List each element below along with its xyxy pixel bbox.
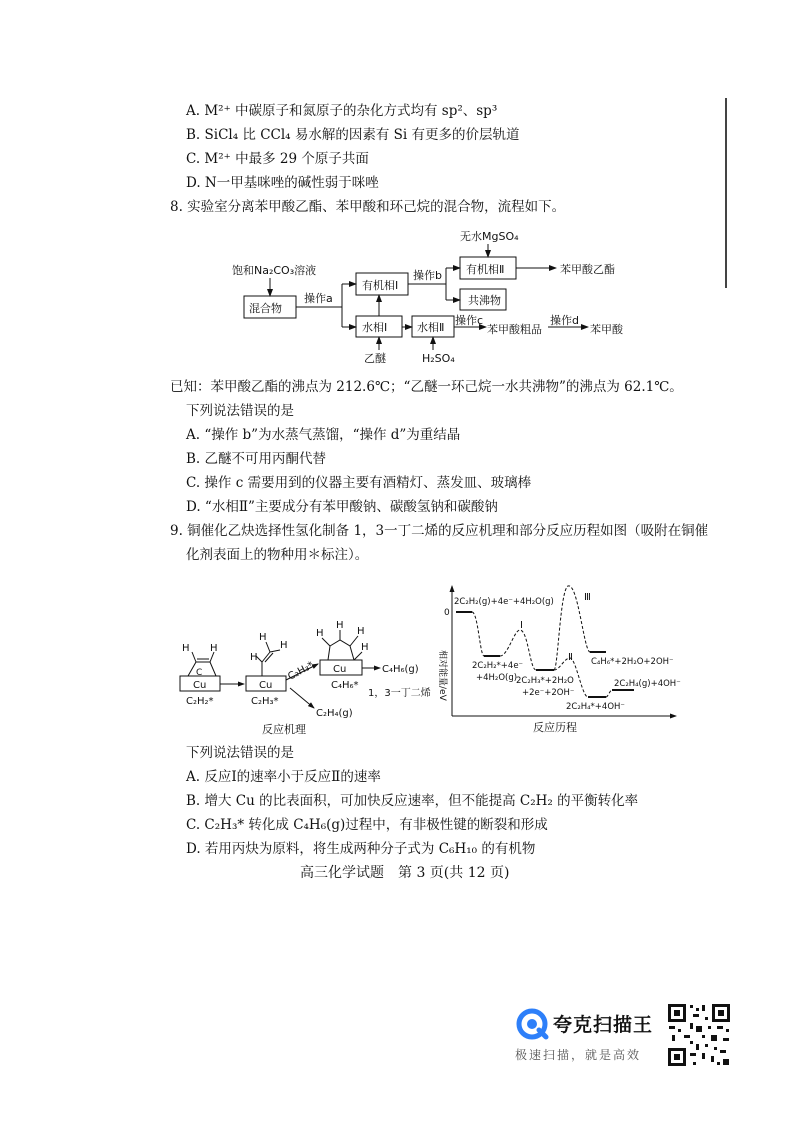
energy-s2a: 2C₂H₃*+2H₂O — [516, 676, 574, 686]
q9-stem-line1: 9. 铜催化乙炔选择性氢化制备 1，3一丁二烯的反应机理和部分反应历程如图（吸附在铜催 — [170, 523, 709, 539]
q9-option-a: A. 反应Ⅰ的速率小于反应Ⅱ的速率 — [186, 769, 381, 785]
energy-r3: Ⅲ — [584, 592, 591, 603]
energy-s2b: +2e⁻+2OH⁻ — [522, 688, 575, 698]
svg-text:H: H — [210, 643, 218, 654]
energy-r1: Ⅰ — [520, 620, 523, 631]
mech-prod2: C₂H₄(g) — [316, 708, 353, 719]
svg-text:H: H — [336, 620, 344, 631]
energy-s5: 2C₂H₄(g)+4OH⁻ — [614, 679, 681, 689]
q9-option-b: B. 增大 Cu 的比表面积，可加快反应速率，但不能提高 C₂H₂ 的平衡转化率 — [186, 793, 639, 809]
energy-s4: 2C₂H₄*+4OH⁻ — [566, 702, 625, 712]
flow-org1: 有机相Ⅰ — [362, 279, 399, 292]
qr-code-icon — [666, 1002, 732, 1068]
energy-s1b: +4H₂O(g) — [476, 673, 518, 683]
flow-aq1: 水相Ⅰ — [362, 321, 388, 334]
flow-ether: 乙醚 — [364, 352, 386, 365]
flow-h2so4: H₂SO₄ — [422, 352, 455, 365]
q9-stem-line2: 化剂表面上的物种用＊标注）。 — [186, 547, 369, 563]
mech-c2h3-arrow: C₂H₃* — [286, 660, 316, 683]
flow-org2: 有机相Ⅱ — [466, 263, 505, 276]
brand-title: 夸克扫描王 — [553, 1014, 654, 1036]
flow-na2co3: 饱和Na₂CO₃溶液 — [232, 264, 317, 277]
q9-ask: 下列说法错误的是 — [186, 745, 294, 761]
energy-ylabel: 相对能量/eV — [437, 650, 447, 701]
flow-mgso4: 无水MgSO₄ — [460, 230, 519, 243]
q7-option-b: B. SiCl₄ 比 CCl₄ 易水解的因素有 Si 有更多的价层轨道 — [186, 127, 520, 143]
mech-prod1-name: 1，3一丁二烯 — [368, 688, 431, 699]
cu-label-2: Cu — [259, 680, 273, 691]
svg-text:H: H — [361, 642, 369, 653]
brand-subtitle: 极速扫描，就是高效 — [515, 1048, 642, 1062]
flow-ester: 苯甲酸乙酯 — [560, 263, 615, 276]
flow-acid: 苯甲酸 — [590, 323, 623, 336]
flow-op-a: 操作a — [304, 292, 333, 305]
mech-c2h2: C₂H₂* — [186, 696, 214, 707]
q7-option-c: C. M²⁺ 中最多 29 个原子共面 — [186, 151, 369, 167]
q8-option-c: C. 操作 c 需要用到的仪器主要有酒精灯、蒸发皿、玻璃棒 — [186, 475, 532, 491]
q8-known: 已知：苯甲酸乙酯的沸点为 212.6℃；“乙醚一环己烷一水共沸物”的沸点为 62.1℃。 — [170, 379, 683, 395]
svg-text:H: H — [259, 632, 267, 643]
q7-option-d: D. N一甲基咪唑的碱性弱于咪唑 — [186, 175, 379, 191]
energy-s1a: 2C₂H₂*+4e⁻ — [472, 661, 524, 671]
svg-text:H: H — [316, 628, 324, 639]
q8-ask: 下列说法错误的是 — [186, 403, 294, 419]
flow-mixture: 混合物 — [249, 302, 282, 315]
q8-option-d: D. “水相Ⅱ”主要成分有苯甲酸钠、碳酸氢钠和碳酸钠 — [186, 499, 498, 515]
svg-text:H: H — [357, 626, 365, 637]
path-adsorb — [472, 612, 484, 656]
svg-text:H: H — [280, 640, 288, 651]
svg-text:H: H — [250, 652, 258, 663]
energy-s0: 2C₂H₂(g)+4e⁻+4H₂O(g) — [454, 597, 554, 607]
flow-op-c: 操作c — [455, 314, 484, 327]
svg-text:C: C — [196, 668, 203, 678]
q8-stem: 8. 实验室分离苯甲酸乙酯、苯甲酸和环己烷的混合物，流程如下。 — [170, 199, 566, 215]
svg-text:H: H — [182, 643, 190, 654]
energy-s3: C₄H₆*+2H₂O+2OH⁻ — [591, 657, 674, 667]
mech-caption: 反应机理 — [262, 723, 306, 736]
q7-option-a: A. M²⁺ 中碳原子和氮原子的杂化方式均有 sp²、sp³ — [186, 103, 498, 119]
energy-zero: 0 — [444, 608, 450, 618]
q9-option-c: C. C₂H₃* 转化成 C₄H₆(g)过程中，有非极性键的断裂和形成 — [186, 817, 548, 833]
flow-azeo: 共沸物 — [468, 294, 501, 307]
path-desorb — [606, 690, 612, 697]
energy-caption: 反应历程 — [533, 721, 577, 734]
cu-label-3: Cu — [333, 664, 347, 675]
flow-op-b: 操作b — [413, 269, 442, 282]
q8-option-b: B. 乙醚不可用丙酮代替 — [186, 451, 327, 467]
mech-prod1: C₄H₆(g) — [382, 664, 419, 675]
energy-r2: Ⅱ — [568, 652, 573, 663]
flow-aq2: 水相Ⅱ — [417, 321, 445, 334]
page-footer: 高三化学试题 第 3 页(共 12 页) — [300, 865, 510, 881]
flow-op-d: 操作d — [550, 314, 579, 327]
mech-c2h3: C₂H₃* — [251, 696, 279, 707]
cu-label-1: Cu — [193, 680, 207, 691]
q8-option-a: A. “操作 b”为水蒸气蒸馏，“操作 d”为重结晶 — [186, 427, 461, 443]
q9-option-d: D. 若用丙炔为原料，将生成两种分子式为 C₆H₁₀ 的有机物 — [186, 841, 536, 857]
mech-c4h6: C₄H₆* — [331, 680, 359, 691]
flow-crude: 苯甲酸粗品 — [487, 323, 542, 336]
brand-logo-icon — [515, 1008, 549, 1040]
